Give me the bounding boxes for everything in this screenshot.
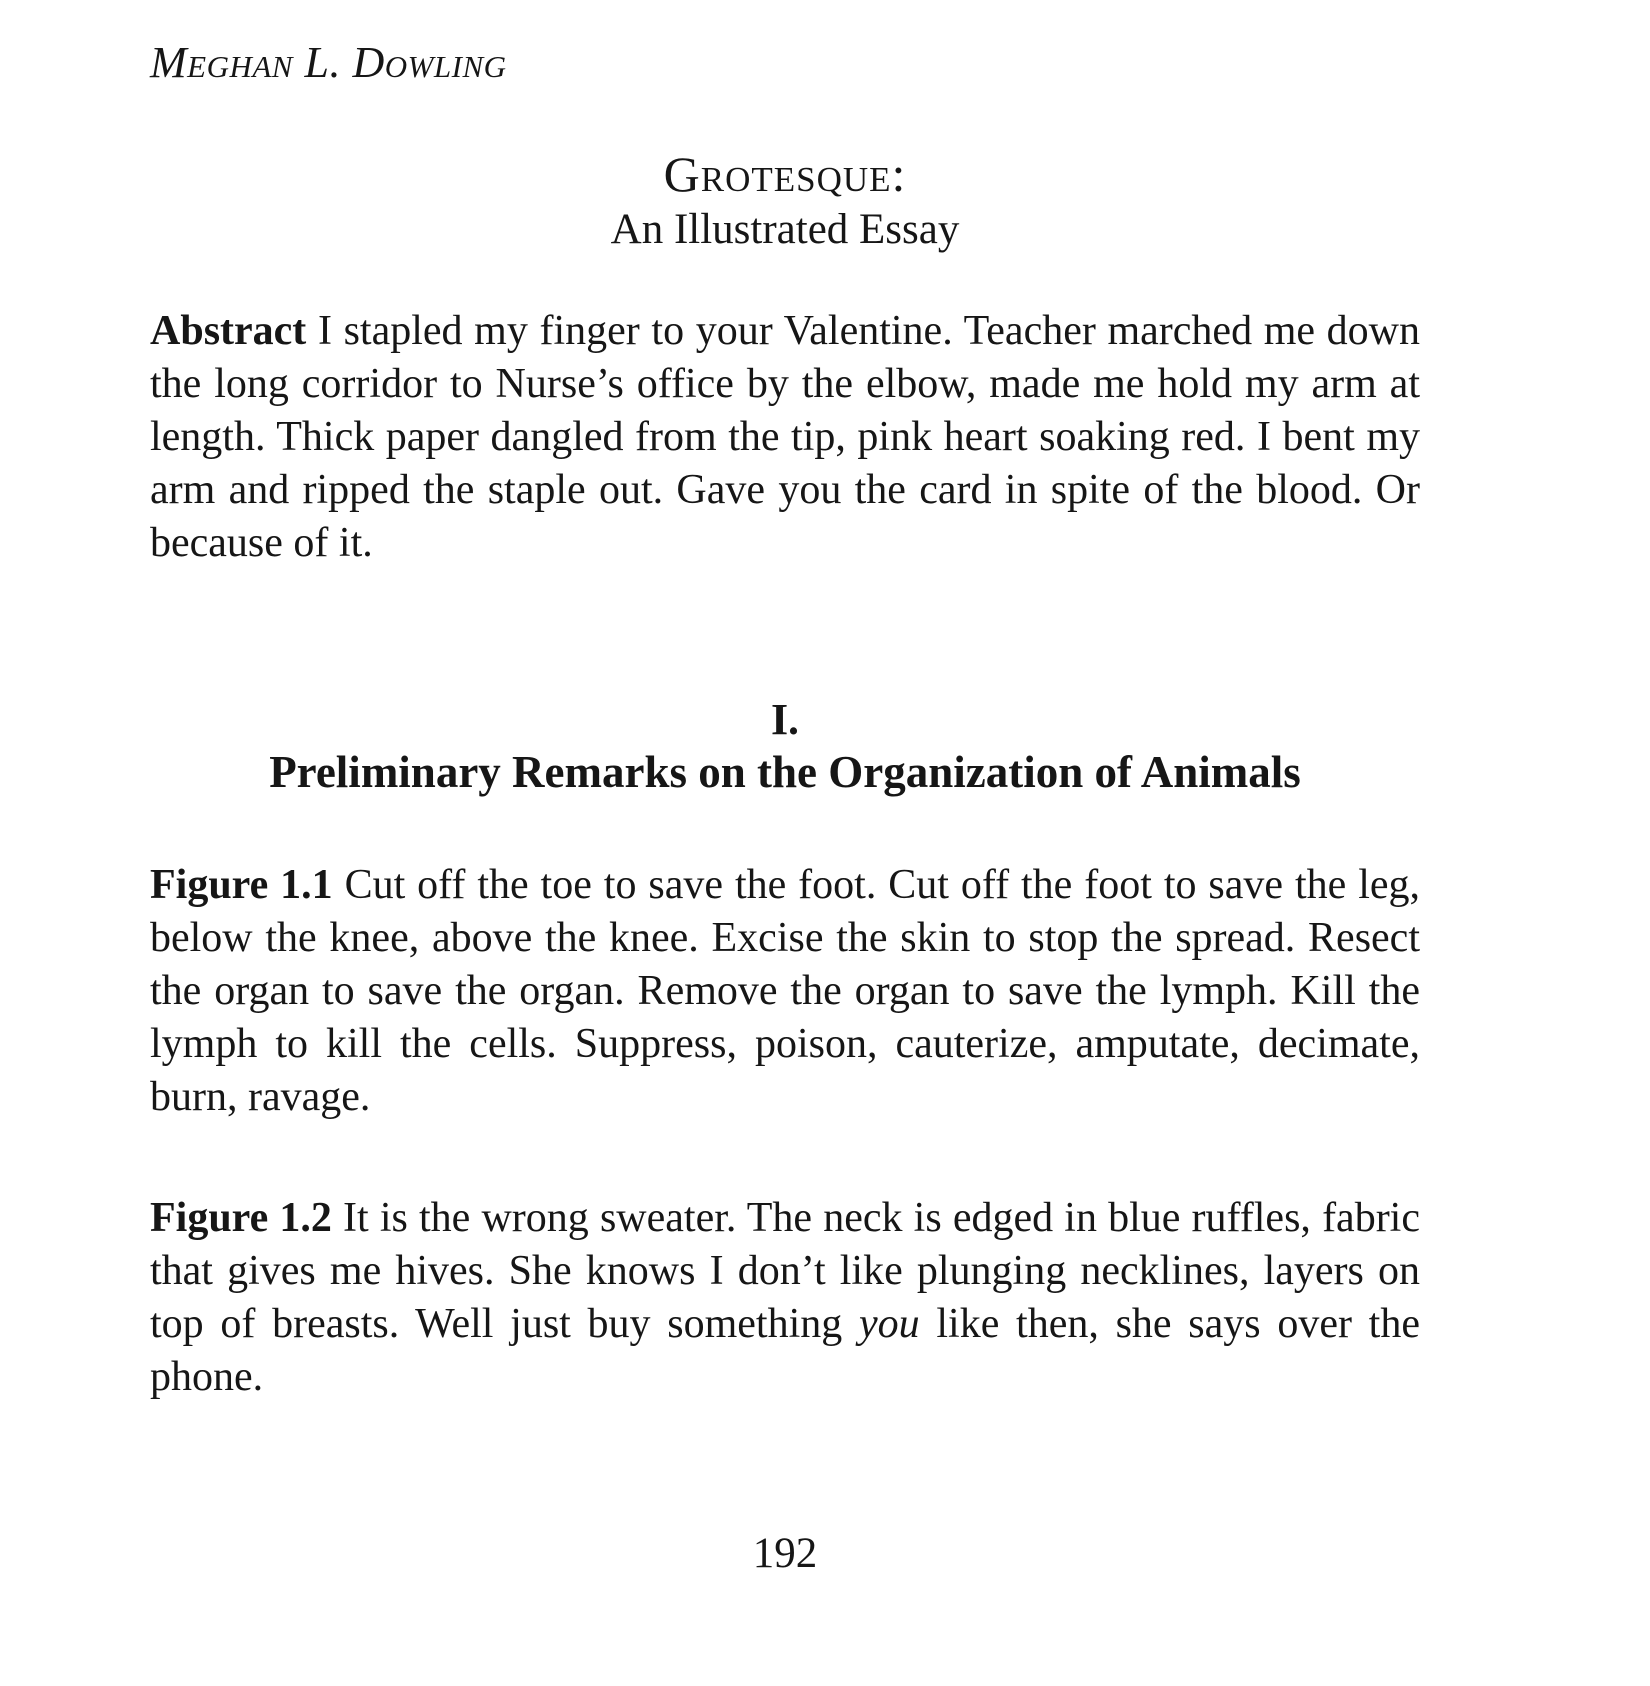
figure-1-2-italic-word: you (858, 1301, 920, 1347)
figure-1-1-label: Figure 1.1 (150, 862, 333, 908)
abstract-text: I stapled my finger to your Valentine. Teacher marched me down the long corridor to Nurse’s office by the elbow, made me hold my arm at length. Thick paper dangled from the tip, pink heart soaking red. I bent my arm and ripped the staple out. Gave you the card in spite of the blood. Or because of it. (150, 308, 1420, 566)
figure-1-1-paragraph (150, 859, 1420, 1124)
figure-1-2-text-post: like then, she says over the phone. (150, 1301, 1420, 1400)
abstract-label: Abstract (150, 308, 307, 354)
essay-title: Grotesque: (663, 146, 907, 202)
page-number: 192 (752, 1530, 818, 1577)
figure-1-2-paragraph (150, 1192, 1420, 1404)
figure-1-2-label: Figure 1.2 (150, 1195, 332, 1241)
section-title: Preliminary Remarks on the Organization of Animals (269, 747, 1301, 797)
essay-subtitle: An Illustrated Essay (610, 206, 960, 253)
page (150, 36, 1420, 1580)
figure-1-2-text-pre: It is the wrong sweater. The neck is edged in blue ruffles, fabric that gives me hives. She knows I don’t like plunging necklines, layers on top of breasts. Well just buy something (150, 1195, 1420, 1347)
figure-1-1-text: Cut off the toe to save the foot. Cut off the foot to save the leg, below the knee, above the knee. Excise the skin to stop the spread. Resect the organ to save the organ. Remove the organ to save the lymph. Kill the lymph to kill the cells. Suppress, poison, cauterize, amputate, decimate, burn, ravage. (150, 862, 1421, 1120)
author-name: Meghan L. Dowling (150, 38, 507, 87)
abstract-paragraph (150, 305, 1420, 570)
section-number: I. (770, 695, 800, 744)
